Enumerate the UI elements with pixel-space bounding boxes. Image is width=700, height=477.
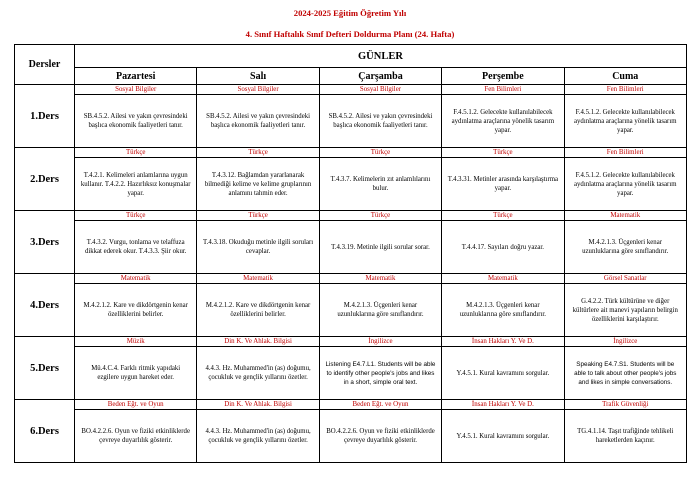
subject-label: İnsan Hakları Y. Ve D. [442, 337, 563, 347]
lesson-label: 4.Ders [15, 274, 75, 337]
day-header-thursday: Perşembe [442, 68, 564, 85]
subject-label: Beden Eğt. ve Oyun [75, 400, 196, 410]
subject-label: Matematik [197, 274, 318, 284]
lesson-cell [197, 337, 319, 400]
subject-label: Türkçe [197, 148, 318, 158]
lesson-row-3 [15, 211, 687, 274]
lesson-row-5 [15, 337, 687, 400]
lesson-cell [319, 85, 441, 148]
objective-text: M.4.2.1.3. Üçgenleri kenar uzunluklarına göre sınıflandırır. [337, 302, 424, 318]
lesson-label: 1.Ders [15, 85, 75, 148]
subject-label: Türkçe [320, 148, 441, 158]
objective-text: 4.4.3. Hz. Muhammed'in (as) doğumu, çocukluk ve gençlik yıllarını özetler. [205, 365, 311, 381]
subject-label: İngilizce [320, 337, 441, 347]
subject-label: Din K. Ve Ahlak. Bilgisi [197, 337, 318, 347]
title-weekly-plan: 4. Sınıf Haftalık Sınıf Defteri Doldurma Planı (24. Hafta) [245, 29, 455, 39]
lesson-cell [564, 337, 686, 400]
lesson-cell [75, 274, 197, 337]
subject-label: Fen Bilimleri [565, 85, 686, 95]
gunler-header: GÜNLER [75, 45, 687, 68]
subject-label: Fen Bilimleri [442, 85, 563, 95]
lesson-cell [442, 148, 564, 211]
lesson-cell [197, 400, 319, 463]
objective-text: TG.4.1.14. Taşıt trafiğinde tehlikeli hareketlerden kaçınır. [577, 428, 674, 444]
page-header [0, 8, 700, 40]
lesson-cell [75, 400, 197, 463]
objective-text: M.4.2.1.2. Kare ve dikdörtgenin kenar özelliklerini belirler. [205, 302, 311, 318]
objective-text: Listening E4.7.L1. Students will be able to identify other people's jobs and likes in a short, simple oral text. [325, 360, 436, 386]
objective-text: SB.4.5.2. Ailesi ve yakın çevresindeki başlıca ekonomik faaliyetleri tanır. [328, 113, 433, 129]
lesson-label: 6.Ders [15, 400, 75, 463]
subject-label: Sosyal Bilgiler [197, 85, 318, 95]
day-header-friday: Cuma [564, 68, 686, 85]
day-header-monday: Pazartesi [75, 68, 197, 85]
objective-text: T.4.3.7. Kelimelerin zıt anlamlılarını bulur. [330, 176, 431, 192]
lesson-row-2 [15, 148, 687, 211]
day-header-wednesday: Çarşamba [319, 68, 441, 85]
objective-text: 4.4.3. Hz. Muhammed'in (as) doğumu, çocukluk ve gençlik yıllarını özetler. [205, 428, 311, 444]
lesson-label: 5.Ders [15, 337, 75, 400]
objective-text: SB.4.5.2. Ailesi ve yakın çevresindeki başlıca ekonomik faaliyetleri tanır. [83, 113, 188, 129]
objective-text: Y.4.5.1. Kural kavramını sorgular. [456, 432, 550, 440]
lesson-cell [319, 148, 441, 211]
lesson-cell [75, 337, 197, 400]
objective-text: F.4.5.1.2. Gelecekte kullanılabilecek aydınlatma araçlarına yönelik tasarım yapar. [451, 108, 555, 134]
subject-label: Matematik [565, 211, 686, 221]
objective-text: BO.4.2.2.6. Oyun ve fiziki etkinliklerde çevreye duyarlılık gösterir. [81, 428, 190, 444]
lesson-cell [197, 211, 319, 274]
lesson-cell [319, 274, 441, 337]
lesson-cell [319, 337, 441, 400]
objective-text: T.4.3.31. Metinler arasında karşılaştırma yapar. [447, 176, 559, 192]
lesson-label: 2.Ders [15, 148, 75, 211]
lesson-cell [319, 211, 441, 274]
subject-label: Fen Bilimleri [565, 148, 686, 158]
subject-label: Türkçe [75, 148, 196, 158]
title-school-year: 2024-2025 Eğitim Öğretim Yılı [293, 8, 407, 18]
objective-text: M.4.2.1.2. Kare ve dikdörtgenin kenar özelliklerini belirler. [83, 302, 188, 318]
subject-label: İnsan Hakları Y. Ve D. [442, 400, 563, 410]
objective-text: Speaking E4.7.S1. Students will be able to talk about other people's jobs and likes in simple conversations. [574, 360, 677, 386]
subject-label: Sosyal Bilgiler [320, 85, 441, 95]
objective-text: BO.4.2.2.6. Oyun ve fiziki etkinliklerde çevreye duyarlılık gösterir. [326, 428, 435, 444]
subject-label: Trafik Güvenliği [565, 400, 686, 410]
lesson-cell [442, 400, 564, 463]
objective-text: M.4.2.1.3. Üçgenleri kenar uzunluklarına göre sınıflandırır. [459, 302, 546, 318]
objective-text: F.4.5.1.2. Gelecekte kullanılabilecek aydınlatma araçlarına yönelik tasarım yapar. [574, 108, 677, 134]
lesson-cell [75, 85, 197, 148]
subject-label: Türkçe [442, 148, 563, 158]
subject-label: İngilizce [565, 337, 686, 347]
lesson-cell [75, 211, 197, 274]
lesson-row-6 [15, 400, 687, 463]
lesson-cell [442, 337, 564, 400]
objective-text: SB.4.5.2. Ailesi ve yakın çevresindeki başlıca ekonomik faaliyetleri tanır. [206, 113, 310, 129]
lesson-cell [75, 148, 197, 211]
lesson-cell [564, 148, 686, 211]
lesson-cell [442, 211, 564, 274]
lesson-cell [564, 400, 686, 463]
subject-label: Matematik [75, 274, 196, 284]
objective-text: T.4.4.17. Sayıları doğru yazar. [461, 243, 544, 251]
objective-text: T.4.2.1. Kelimeleri anlamlarına uygun kullanır. T.4.2.2. Hazırlıksız konuşmalar yapar. [80, 171, 191, 197]
objective-text: F.4.5.1.2. Gelecekte kullanılabilecek aydınlatma araçlarına yönelik tasarım yapar. [574, 171, 677, 197]
objective-text: M.4.2.1.3. Üçgenleri kenar uzunluklarına göre sınıflandırır. [582, 239, 669, 255]
lesson-cell [442, 85, 564, 148]
objective-text: T.4.3.19. Metinle ilgili sorular sorar. [331, 243, 430, 251]
day-header-tuesday: Salı [197, 68, 319, 85]
lesson-cell [197, 85, 319, 148]
subject-label: Din K. Ve Ahlak. Bilgisi [197, 400, 318, 410]
lesson-cell [197, 274, 319, 337]
lesson-cell [564, 85, 686, 148]
lesson-row-4 [15, 274, 687, 337]
subject-label: Matematik [320, 274, 441, 284]
subject-label: Beden Eğt. ve Oyun [320, 400, 441, 410]
lesson-row-1 [15, 85, 687, 148]
subject-label: Görsel Sanatlar [565, 274, 686, 284]
lesson-cell [442, 274, 564, 337]
lesson-cell [197, 148, 319, 211]
objective-text: T.4.3.18. Okuduğu metinle ilgili soruları cevaplar. [203, 239, 314, 255]
subject-label: Türkçe [320, 211, 441, 221]
objective-text: Mü.4.C.4. Farklı ritmik yapıdaki ezgilere uygun hareket eder. [91, 365, 181, 381]
subject-label: Matematik [442, 274, 563, 284]
objective-text: T.4.3.2. Vurgu, tonlama ve telaffuza dikkat ederek okur. T.4.3.3. Şiir okur. [84, 239, 187, 255]
weekly-plan-table [14, 44, 687, 463]
subject-label: Türkçe [75, 211, 196, 221]
subject-label: Türkçe [197, 211, 318, 221]
lesson-label: 3.Ders [15, 211, 75, 274]
objective-text: Y.4.5.1. Kural kavramını sorgular. [456, 369, 550, 377]
subject-label: Türkçe [442, 211, 563, 221]
subject-label: Müzik [75, 337, 196, 347]
lesson-cell [319, 400, 441, 463]
subject-label: Sosyal Bilgiler [75, 85, 196, 95]
lesson-cell [564, 211, 686, 274]
objective-text: T.4.3.12. Bağlamdan yararlanarak bilmediği kelime ve kelime gruplarının anlamını tahmin eder. [204, 171, 312, 197]
dersler-header: Dersler [15, 45, 75, 85]
lesson-cell [564, 274, 686, 337]
objective-text: G.4.2.2. Türk kültürüne ve diğer kültürlere ait manevi yapıların belirgin özelliklerini karşılaştırır. [572, 297, 678, 323]
